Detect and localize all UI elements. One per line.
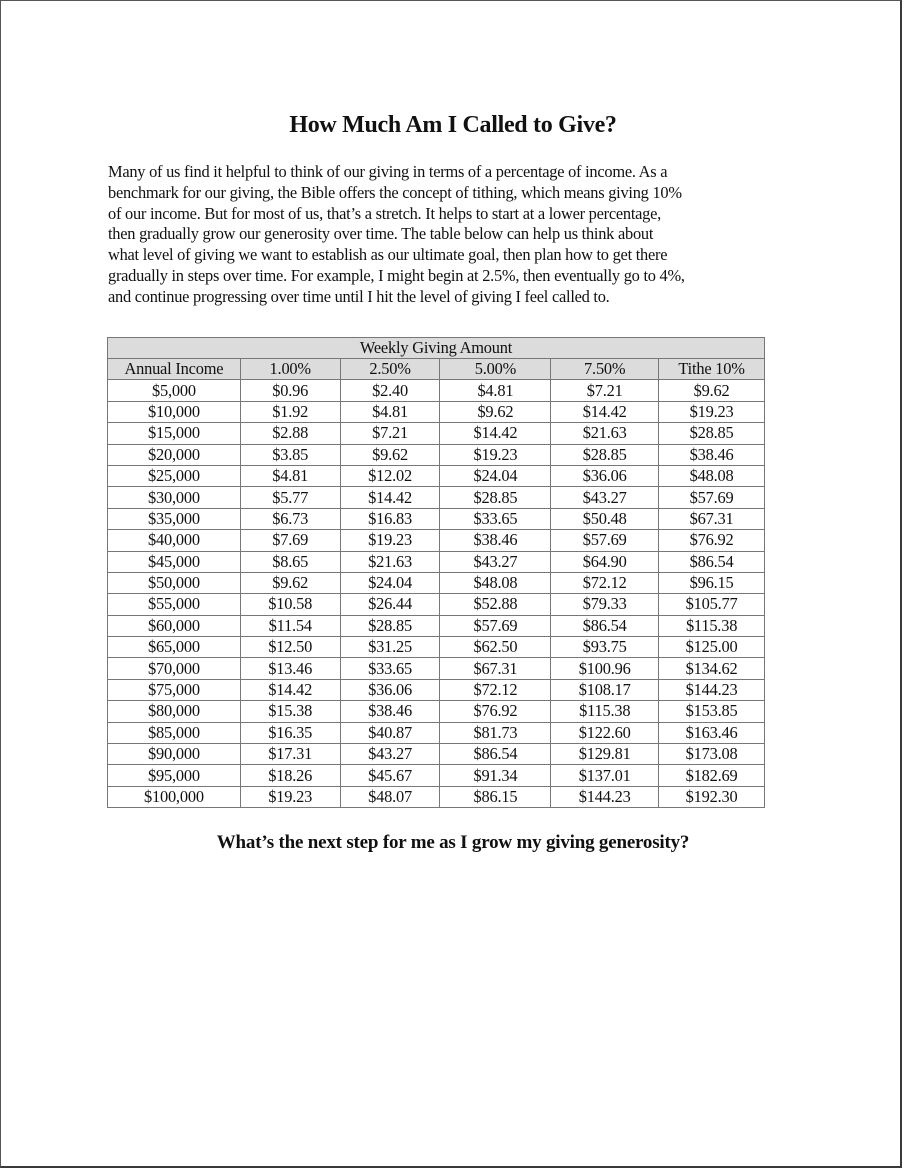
cell-income: $30,000: [108, 487, 241, 508]
header-1-percent: 1.00%: [240, 359, 340, 380]
cell-amount: $9.62: [440, 401, 551, 422]
cell-amount: $9.62: [240, 572, 340, 593]
cell-amount: $4.81: [440, 380, 551, 401]
cell-amount: $14.42: [551, 401, 659, 422]
table-row: [108, 465, 765, 486]
cell-amount: $43.27: [440, 551, 551, 572]
table-row: [108, 487, 765, 508]
cell-amount: $10.58: [240, 594, 340, 615]
header-tithe-10-percent: Tithe 10%: [659, 359, 765, 380]
cell-amount: $33.65: [440, 508, 551, 529]
table-row: [108, 530, 765, 551]
cell-income: $5,000: [108, 380, 241, 401]
cell-amount: $144.23: [551, 786, 659, 807]
cell-amount: $105.77: [659, 594, 765, 615]
cell-amount: $16.35: [240, 722, 340, 743]
cell-amount: $163.46: [659, 722, 765, 743]
table-row: [108, 722, 765, 743]
cell-amount: $192.30: [659, 786, 765, 807]
cell-amount: $40.87: [340, 722, 440, 743]
super-header-row: [108, 338, 765, 359]
intro-paragraph: [108, 162, 808, 308]
intro-line: then gradually grow our generosity over time. The table below can help us think about: [108, 224, 654, 244]
cell-amount: $108.17: [551, 679, 659, 700]
cell-amount: $4.81: [240, 465, 340, 486]
cell-amount: $57.69: [659, 487, 765, 508]
cell-amount: $14.42: [340, 487, 440, 508]
cell-amount: $64.90: [551, 551, 659, 572]
cell-amount: $100.96: [551, 658, 659, 679]
cell-amount: $7.69: [240, 530, 340, 551]
table-row: [108, 637, 765, 658]
cell-amount: $173.08: [659, 744, 765, 765]
cell-income: $65,000: [108, 637, 241, 658]
cell-income: $90,000: [108, 744, 241, 765]
table-row: [108, 786, 765, 807]
intro-line: of our income. But for most of us, that’s a stretch. It helps to start at a lower percentage,: [108, 203, 661, 223]
cell-amount: $9.62: [659, 380, 765, 401]
cell-amount: $12.50: [240, 637, 340, 658]
intro-line: and continue progressing over time until I hit the level of giving I feel called to.: [108, 286, 610, 306]
table-body: [108, 380, 765, 808]
cell-amount: $137.01: [551, 765, 659, 786]
cell-amount: $45.67: [340, 765, 440, 786]
cell-amount: $19.23: [340, 530, 440, 551]
cell-amount: $19.23: [240, 786, 340, 807]
cell-amount: $129.81: [551, 744, 659, 765]
cell-amount: $5.77: [240, 487, 340, 508]
intro-line: benchmark for our giving, the Bible offers the concept of tithing, which means giving 10%: [108, 182, 682, 202]
cell-amount: $52.88: [440, 594, 551, 615]
cell-income: $70,000: [108, 658, 241, 679]
cell-amount: $36.06: [551, 465, 659, 486]
cell-income: $50,000: [108, 572, 241, 593]
header-annual-income: Annual Income: [108, 359, 241, 380]
cell-amount: $72.12: [551, 572, 659, 593]
cell-amount: $21.63: [551, 423, 659, 444]
document-title: How Much Am I Called to Give?: [289, 112, 617, 138]
cell-amount: $28.85: [340, 615, 440, 636]
table-row: [108, 679, 765, 700]
cell-income: $10,000: [108, 401, 241, 422]
cell-amount: $7.21: [551, 380, 659, 401]
table-row: [108, 423, 765, 444]
cell-amount: $153.85: [659, 701, 765, 722]
cell-amount: $48.07: [340, 786, 440, 807]
cell-amount: $28.85: [659, 423, 765, 444]
cell-amount: $50.48: [551, 508, 659, 529]
cell-amount: $67.31: [659, 508, 765, 529]
cell-amount: $115.38: [551, 701, 659, 722]
cell-amount: $24.04: [440, 465, 551, 486]
cell-amount: $43.27: [551, 487, 659, 508]
header-5-percent: 5.00%: [440, 359, 551, 380]
cell-income: $60,000: [108, 615, 241, 636]
table-row: [108, 401, 765, 422]
cell-amount: $86.15: [440, 786, 551, 807]
cell-amount: $33.65: [340, 658, 440, 679]
cell-amount: $14.42: [440, 423, 551, 444]
weekly-giving-table: [107, 337, 765, 808]
cell-amount: $48.08: [659, 465, 765, 486]
table-row: [108, 615, 765, 636]
cell-amount: $36.06: [340, 679, 440, 700]
closing-question: What’s the next step for me as I grow my giving generosity?: [216, 832, 690, 853]
cell-amount: $8.65: [240, 551, 340, 572]
cell-amount: $3.85: [240, 444, 340, 465]
cell-amount: $4.81: [340, 401, 440, 422]
cell-income: $45,000: [108, 551, 241, 572]
table-row: [108, 701, 765, 722]
cell-income: $80,000: [108, 701, 241, 722]
cell-amount: $38.46: [440, 530, 551, 551]
cell-amount: $57.69: [440, 615, 551, 636]
cell-amount: $16.83: [340, 508, 440, 529]
intro-line: what level of giving we want to establish as our ultimate goal, then plan how to get there: [108, 245, 668, 265]
cell-amount: $38.46: [340, 701, 440, 722]
cell-amount: $72.12: [440, 679, 551, 700]
cell-amount: $6.73: [240, 508, 340, 529]
cell-amount: $11.54: [240, 615, 340, 636]
cell-income: $35,000: [108, 508, 241, 529]
cell-amount: $17.31: [240, 744, 340, 765]
header-2-5-percent: 2.50%: [340, 359, 440, 380]
cell-amount: $0.96: [240, 380, 340, 401]
cell-amount: $26.44: [340, 594, 440, 615]
cell-income: $75,000: [108, 679, 241, 700]
table-row: [108, 508, 765, 529]
table-row: [108, 444, 765, 465]
intro-line: gradually in steps over time. For example, I might begin at 2.5%, then eventually go to 4%,: [108, 265, 685, 285]
cell-amount: $19.23: [440, 444, 551, 465]
cell-amount: $18.26: [240, 765, 340, 786]
cell-income: $85,000: [108, 722, 241, 743]
table-row: [108, 572, 765, 593]
cell-amount: $28.85: [440, 487, 551, 508]
header-7-5-percent: 7.50%: [551, 359, 659, 380]
cell-amount: $79.33: [551, 594, 659, 615]
table-row: [108, 765, 765, 786]
cell-amount: $1.92: [240, 401, 340, 422]
cell-amount: $13.46: [240, 658, 340, 679]
cell-amount: $62.50: [440, 637, 551, 658]
cell-amount: $15.38: [240, 701, 340, 722]
cell-income: $40,000: [108, 530, 241, 551]
cell-amount: $14.42: [240, 679, 340, 700]
cell-amount: $31.25: [340, 637, 440, 658]
cell-amount: $19.23: [659, 401, 765, 422]
cell-amount: $76.92: [659, 530, 765, 551]
cell-amount: $115.38: [659, 615, 765, 636]
cell-amount: $9.62: [340, 444, 440, 465]
cell-amount: $2.40: [340, 380, 440, 401]
column-header-row: [108, 359, 765, 380]
cell-amount: $86.54: [659, 551, 765, 572]
cell-income: $15,000: [108, 423, 241, 444]
cell-amount: $122.60: [551, 722, 659, 743]
cell-amount: $76.92: [440, 701, 551, 722]
table-row: [108, 551, 765, 572]
cell-amount: $24.04: [340, 572, 440, 593]
cell-amount: $28.85: [551, 444, 659, 465]
cell-amount: $182.69: [659, 765, 765, 786]
table-row: [108, 380, 765, 401]
cell-amount: $144.23: [659, 679, 765, 700]
cell-amount: $134.62: [659, 658, 765, 679]
cell-income: $55,000: [108, 594, 241, 615]
cell-income: $20,000: [108, 444, 241, 465]
table-row: [108, 658, 765, 679]
cell-amount: $81.73: [440, 722, 551, 743]
intro-line: Many of us find it helpful to think of our giving in terms of a percentage of income. As a: [108, 162, 668, 181]
cell-amount: $57.69: [551, 530, 659, 551]
cell-amount: $48.08: [440, 572, 551, 593]
cell-amount: $12.02: [340, 465, 440, 486]
cell-income: $95,000: [108, 765, 241, 786]
cell-income: $25,000: [108, 465, 241, 486]
cell-amount: $67.31: [440, 658, 551, 679]
cell-amount: $93.75: [551, 637, 659, 658]
cell-amount: $43.27: [340, 744, 440, 765]
cell-amount: $125.00: [659, 637, 765, 658]
cell-amount: $2.88: [240, 423, 340, 444]
cell-amount: $21.63: [340, 551, 440, 572]
table-row: [108, 744, 765, 765]
cell-amount: $96.15: [659, 572, 765, 593]
cell-amount: $86.54: [440, 744, 551, 765]
cell-amount: $38.46: [659, 444, 765, 465]
cell-amount: $91.34: [440, 765, 551, 786]
cell-amount: $7.21: [340, 423, 440, 444]
weekly-giving-amount-header: Weekly Giving Amount: [108, 338, 765, 359]
table-row: [108, 594, 765, 615]
cell-amount: $86.54: [551, 615, 659, 636]
cell-income: $100,000: [108, 786, 241, 807]
